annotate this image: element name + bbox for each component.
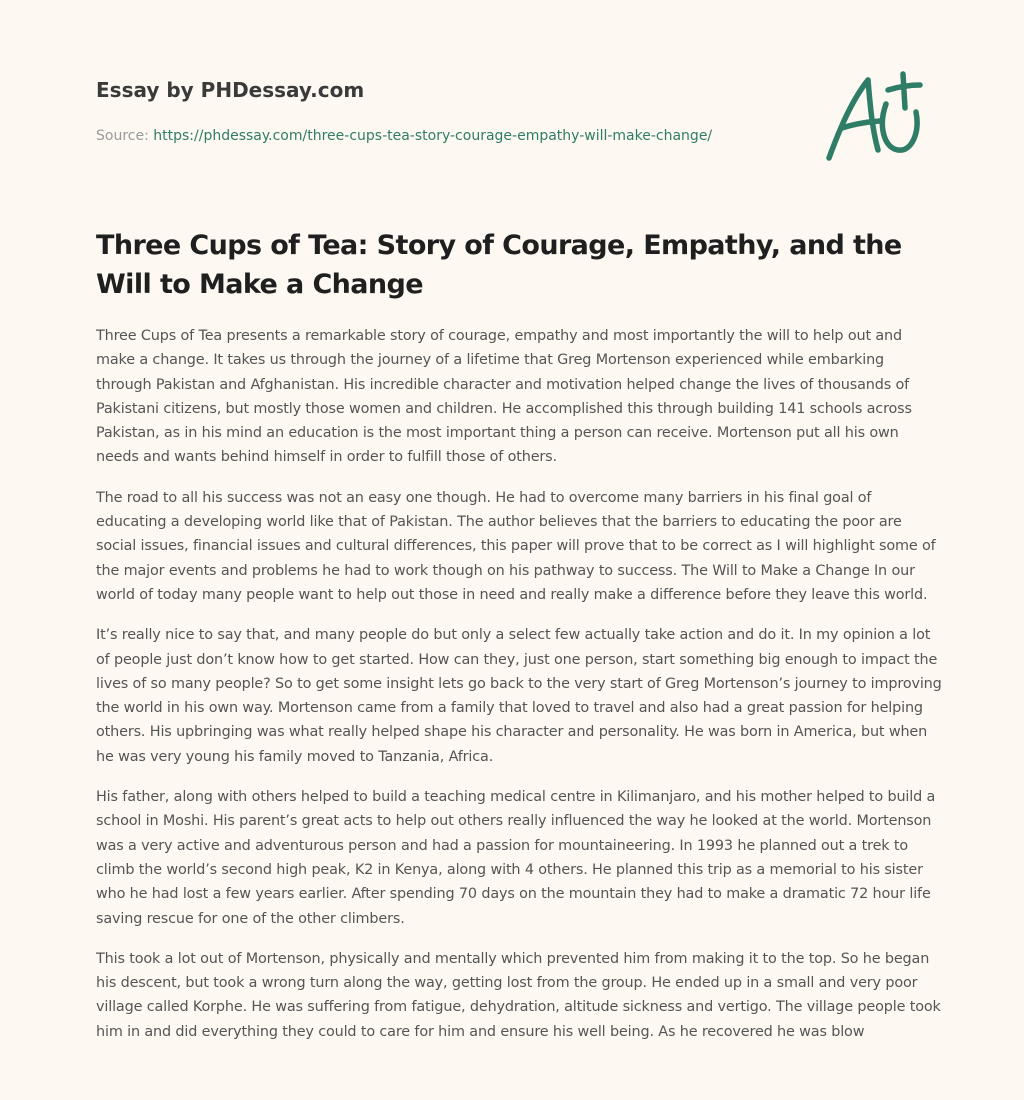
- essay-body: [96, 324, 942, 1060]
- essay-paragraph: His father, along with others helped to build a teaching medical centre in Kilimanjaro, and his mother helped to build a school in Moshi. His parent’s great acts to help out others really influenced the way he looked at the world. Mortenson was a very active and adventurous person and had a passion for mountaineering. In 1993 he planned out a trek to climb the world’s second high peak, K2 in Kenya, along with 4 others. He planned this trip as a memorial to his sister who he had lost a few years earlier. After spending 70 days on the mountain they had to make a dramatic 72 hour life saving rescue for one of the other climbers.: [96, 789, 936, 927]
- source-link[interactable]: https://phdessay.com/three-cups-tea-story-courage-empathy-will-make-change/: [153, 128, 713, 144]
- brand-title: Essay by PHDessay.com: [96, 78, 365, 102]
- source-line: [96, 126, 796, 146]
- a-plus-logo-icon: [820, 66, 930, 166]
- essay-paragraph: The road to all his success was not an easy one though. He had to overcome many barriers in his final goal of educating a developing world like that of Pakistan. The author believes that the barriers to educating the poor are social issues, financial issues and cultural differences, this paper will prove that to be correct as I will highlight some of the major events and problems he had to work though on his pathway to success. The Will to Make a Change In our world of today many people want to help out those in need and really make a difference before they leave this world.: [96, 489, 936, 603]
- essay-paragraph: This took a lot out of Mortenson, physically and mentally which prevented him from making it to the top. So he began his descent, but took a wrong turn along the way, getting lost from the group. He ended up in a small and very poor village called Korphe. He was suffering from fatigue, dehydration, altitude sickness and vertigo. The village people took him in and did everything they could to care for him and ensure his well being. As he recovered he was blow: [96, 950, 941, 1040]
- essay-paragraph: Three Cups of Tea presents a remarkable story of courage, empathy and most importantly the will to help out and make a change. It takes us through the journey of a lifetime that Greg Mortenson experienced while embarking through Pakistan and Afghanistan. His incredible character and motivation helped change the lives of thousands of Pakistani citizens, but mostly those women and children. He accomplished this through building 141 schools across Pakistan, as in his mind an education is the most important thing a person can receive. Mortenson put all his own needs and wants behind himself in order to fulfill those of others.: [96, 328, 912, 466]
- essay-title: Three Cups of Tea: Story of Courage, Empathy, and the Will to Make a Change: [96, 230, 902, 300]
- source-label: Source:: [96, 128, 154, 144]
- essay-header: [96, 76, 796, 146]
- essay-paragraph: It’s really nice to say that, and many people do but only a select few actually take action and do it. In my opinion a lot of people just don’t know how to get started. How can they, just one person, start something big enough to impact the lives of so many people? So to get some insight lets go back to the very start of Greg Mortenson’s journey to improving the world in his own way. Mortenson came from a family that loved to travel and also had a great passion for helping others. His upbringing was what really helped shape his character and personality. He was born in America, but when he was very young his family moved to Tanzania, Africa.: [96, 627, 942, 765]
